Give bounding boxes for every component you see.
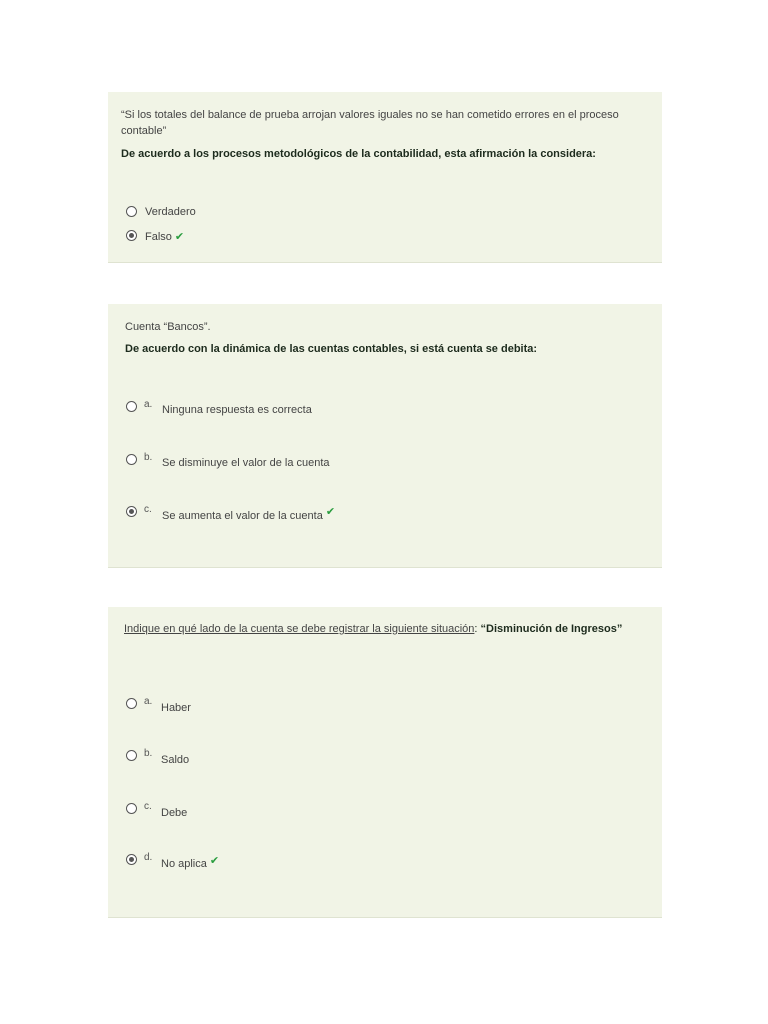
radio-button-selected[interactable] — [126, 854, 137, 865]
radio-button-selected[interactable] — [126, 230, 137, 241]
question-prompt: De acuerdo a los procesos metodológicos de la contabilidad, esta afirmación la considera: — [121, 148, 596, 160]
question-stem: Cuenta “Bancos”. — [125, 321, 211, 333]
question-card-1 — [108, 92, 662, 263]
check-icon: ✔ — [325, 505, 336, 518]
option-letter: c. — [144, 504, 152, 515]
option-letter: a. — [144, 399, 153, 410]
check-icon: ✔ — [174, 230, 185, 243]
option-letter: b. — [144, 452, 153, 463]
option-label: Haber — [161, 702, 191, 714]
question-card-3 — [108, 607, 662, 918]
option-label: Se aumenta el valor de la cuenta — [162, 510, 323, 522]
option-label: No aplica — [161, 858, 207, 870]
option-label: Debe — [161, 807, 188, 819]
option-letter: c. — [144, 801, 152, 812]
question-stem: “Si los totales del balance de prueba arrojan valores iguales no se han cometido errores en el proceso contable” — [121, 109, 619, 137]
radio-button[interactable] — [126, 454, 137, 465]
option-letter: b. — [144, 748, 153, 759]
option-letter: a. — [144, 696, 153, 707]
option-label: Verdadero — [145, 206, 196, 218]
question-prompt: “Disminución de Ingresos” — [480, 623, 623, 635]
question-card-2 — [108, 304, 662, 568]
question-prompt: De acuerdo con la dinámica de las cuentas contables, si está cuenta se debita: — [125, 343, 538, 355]
option-label: Se disminuye el valor de la cuenta — [162, 457, 330, 469]
radio-button[interactable] — [126, 698, 137, 709]
question-stem-underlined: Indique en qué lado de la cuenta se debe registrar la siguiente situación — [124, 623, 475, 635]
check-icon: ✔ — [209, 854, 220, 867]
question-stem-separator: : — [474, 623, 481, 635]
option-label: Ninguna respuesta es correcta — [162, 404, 312, 416]
radio-button[interactable] — [126, 750, 137, 761]
radio-button-selected[interactable] — [126, 506, 137, 517]
option-label: Falso — [145, 231, 172, 243]
radio-button[interactable] — [126, 206, 137, 217]
option-letter: d. — [144, 852, 153, 863]
option-label: Saldo — [161, 754, 190, 766]
radio-button[interactable] — [126, 401, 137, 412]
question-stem — [124, 621, 624, 637]
radio-button[interactable] — [126, 803, 137, 814]
